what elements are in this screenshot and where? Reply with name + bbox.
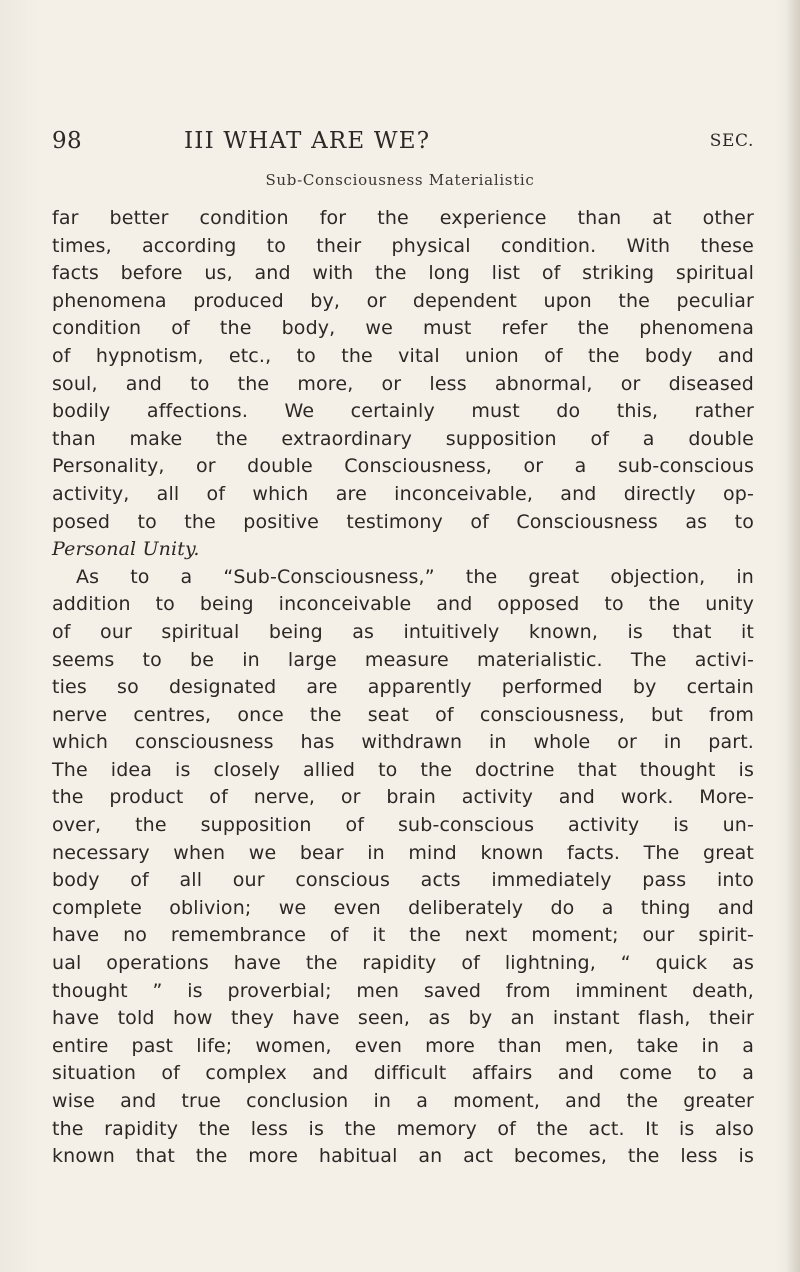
text-line: phenomena produced by, or dependent upon the peculiar <box>52 289 754 312</box>
text-line: far better condition for the experience than at other <box>52 207 754 229</box>
body-text <box>52 205 754 1171</box>
text-line: known that the more habitual an act becomes, the less is <box>52 1145 754 1168</box>
text-line: times, according to their physical condition. With these <box>52 234 754 257</box>
text-line: thought ” is proverbial; men saved from imminent death, <box>52 979 754 1002</box>
text-line: posed to the positive testimony of Consciousness as to <box>52 510 754 533</box>
text-line: have told how they have seen, as by an instant flash, their <box>52 1007 754 1030</box>
text-line: condition of the body, we must refer the phenomena <box>52 317 754 340</box>
text-line: necessary when we bear in mind known facts. The great <box>52 841 754 864</box>
section-label: SEC. <box>709 131 754 151</box>
text-line-paragraph-end: Personal Unity. <box>52 538 200 561</box>
text-line: Personality, or double Consciousness, or a sub-conscious <box>52 455 754 478</box>
page-edge-shadow <box>786 0 800 1272</box>
text-line: the product of nerve, or brain activity and work. More- <box>52 786 754 809</box>
text-line: activity, all of which are inconceivable, and directly op- <box>52 482 754 505</box>
running-header <box>52 128 754 162</box>
text-line: ties so designated are apparently performed by certain <box>52 676 754 699</box>
text-line: which consciousness has withdrawn in whole or in part. <box>52 731 754 754</box>
text-line: wise and true conclusion in a moment, and the greater <box>52 1090 754 1112</box>
side-heading: Sub-Consciousness Materialistic <box>265 171 535 189</box>
text-line: the rapidity the less is the memory of the act. It is also <box>52 1117 754 1140</box>
text-line: have no remembrance of it the next moment; our spirit- <box>52 924 754 947</box>
text-line: The idea is closely allied to the doctrine that thought is <box>52 758 754 781</box>
text-line: soul, and to the more, or less abnormal, or diseased <box>52 372 754 395</box>
text-line: of our spiritual being as intuitively known, is that it <box>52 620 754 643</box>
text-line: situation of complex and difficult affairs and come to a <box>52 1062 754 1085</box>
text-line: seems to be in large measure materialistic. The activi- <box>52 648 754 671</box>
text-line-paragraph-start: As to a “Sub-Consciousness,” the great objection, in <box>76 565 754 588</box>
running-title: III WHAT ARE WE? <box>184 128 431 154</box>
text-line: complete oblivion; we even deliberately do a thing and <box>52 896 754 919</box>
page-number: 98 <box>52 128 83 154</box>
text-line: addition to being inconceivable and opposed to the unity <box>52 593 754 616</box>
text-line: bodily affections. We certainly must do this, rather <box>52 400 754 423</box>
text-line: nerve centres, once the seat of consciousness, but from <box>52 703 754 726</box>
text-line: body of all our conscious acts immediately pass into <box>52 869 754 892</box>
text-line: than make the extraordinary supposition of a double <box>52 427 754 450</box>
text-line: ual operations have the rapidity of lightning, “ quick as <box>52 952 754 975</box>
text-line: over, the supposition of sub-conscious activity is un- <box>52 814 754 837</box>
text-line: entire past life; women, even more than men, take in a <box>52 1034 754 1057</box>
text-line: of hypnotism, etc., to the vital union of the body and <box>52 344 754 367</box>
text-line: facts before us, and with the long list of striking spiritual <box>52 262 754 285</box>
